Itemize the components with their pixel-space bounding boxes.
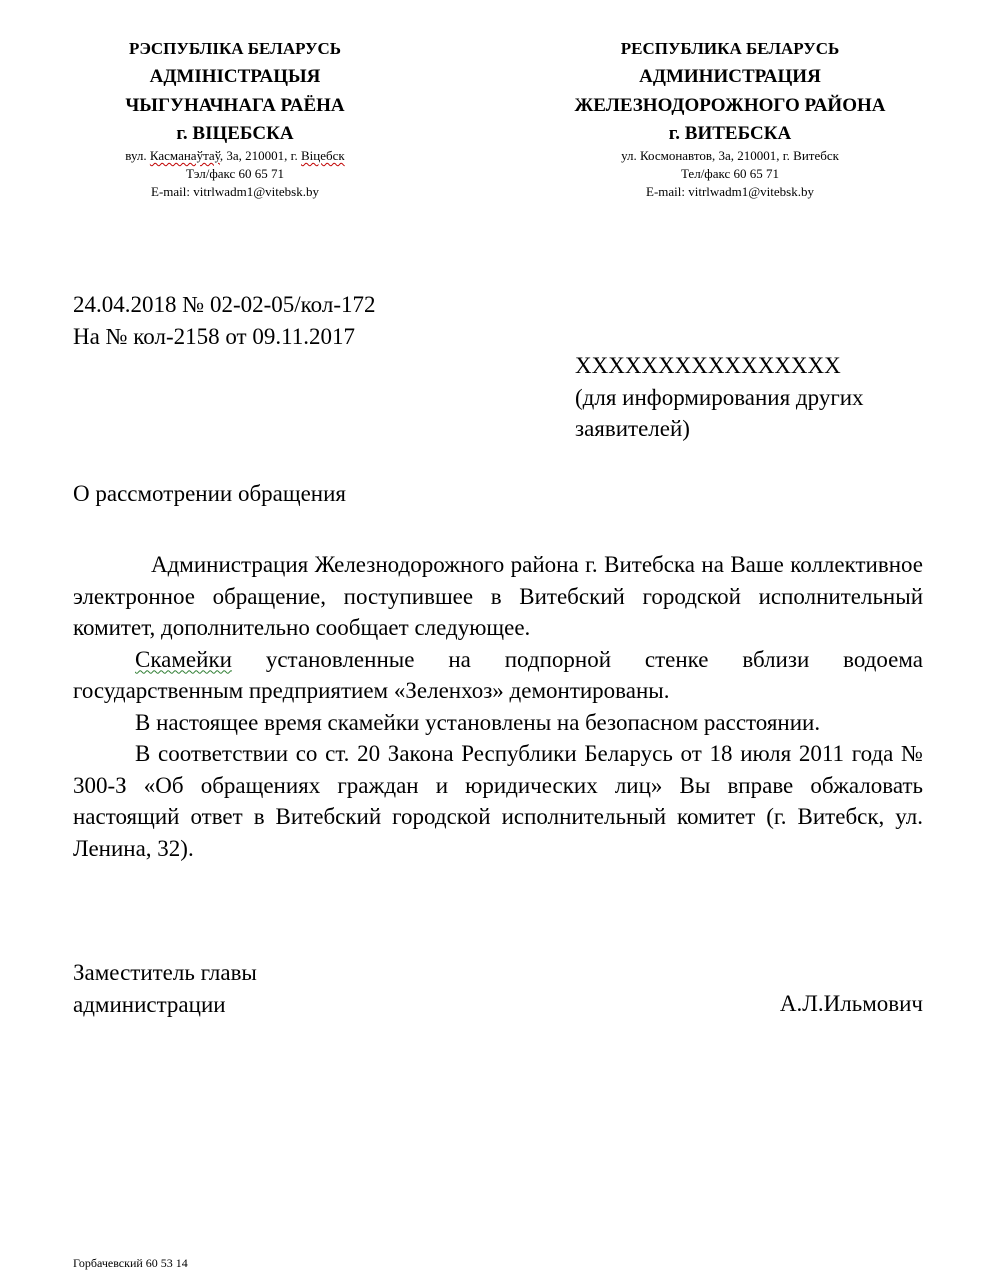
addressee-note-1: (для информирования других bbox=[575, 384, 864, 410]
header-by-address: вул. Касманаўтаў, 3а, 210001, г. Віцебск bbox=[125, 148, 345, 163]
header-ru-country: РЕСПУБЛИКА БЕЛАРУСЬ bbox=[620, 39, 840, 58]
header-ru-org: АДМИНИСТРАЦИЯ bbox=[639, 66, 821, 87]
signature-title-1: Заместитель главы bbox=[73, 960, 257, 985]
header-ru-address: ул. Космонавтов, 3а, 210001, г. Витебск bbox=[621, 148, 839, 163]
header-by-district: ЧЫГУНАЧНАГА РАЁНА bbox=[125, 95, 345, 116]
paragraph-3: В настоящее время скамейки установлены на безопасном расстоянии. bbox=[135, 709, 821, 735]
addressee-block bbox=[575, 350, 864, 445]
header-ru-phone: Тел/факс 60 65 71 bbox=[680, 166, 780, 181]
signature-title-2: администрации bbox=[73, 991, 226, 1017]
header-ru-district: ЖЕЛЕЗНОДОРОЖНОГО РАЙОНА bbox=[574, 95, 886, 116]
outgoing-number: 24.04.2018 № 02-02-05/кол-172 bbox=[73, 292, 376, 317]
paragraph-1: Администрация Железнодорожного района г. Витебска на Ваше коллективное электронное обращение, поступившее в Витебский городской исполнительный комитет, дополнительно сообщает следующее. bbox=[73, 552, 923, 640]
addressee-note-2: заявителей) bbox=[575, 416, 690, 441]
header-belarusian bbox=[60, 36, 410, 201]
executor-footer: Горбачевский 60 53 14 bbox=[73, 1256, 188, 1270]
paragraph-2: Скамейки установленные на подпорной стенке вблизи водоема государственным предприятием «Зеленхоз» демонтированы. bbox=[73, 646, 923, 703]
header-russian bbox=[520, 36, 940, 201]
paragraph-4: В соответствии со ст. 20 Закона Республики Беларусь от 18 июля 2011 года № 300-З «Об обращениях граждан и юридических лиц» Вы вправе обжаловать настоящий ответ в Витебский городской исполнительный комитет (г. Витебск, ул. Ленина, 32). bbox=[73, 741, 923, 861]
incoming-reference: На № кол-2158 от 09.11.2017 bbox=[73, 323, 355, 349]
header-by-org: АДМІНІСТРАЦЫЯ bbox=[149, 66, 321, 87]
header-by-country: РЭСПУБЛІКА БЕЛАРУСЬ bbox=[128, 39, 342, 58]
subject-line: О рассмотрении обращения bbox=[73, 481, 346, 506]
signature-title bbox=[73, 957, 257, 1020]
header-by-email: E-mail: vitrlwadm1@vitebsk.by bbox=[151, 184, 319, 199]
header-ru-email: E-mail: vitrlwadm1@vitebsk.by bbox=[646, 184, 814, 199]
signature-name: А.Л.Ильмович bbox=[779, 991, 923, 1016]
header-by-phone: Тэл/факс 60 65 71 bbox=[185, 166, 285, 181]
header-ru-city: г. ВИТЕБСКА bbox=[668, 123, 792, 144]
reference-block bbox=[73, 289, 376, 352]
header-by-city: г. ВІЦЕБСКА bbox=[176, 123, 294, 144]
letter-body bbox=[73, 549, 923, 864]
addressee-name: XXXXXXXXXXXXXXXX bbox=[575, 353, 841, 378]
